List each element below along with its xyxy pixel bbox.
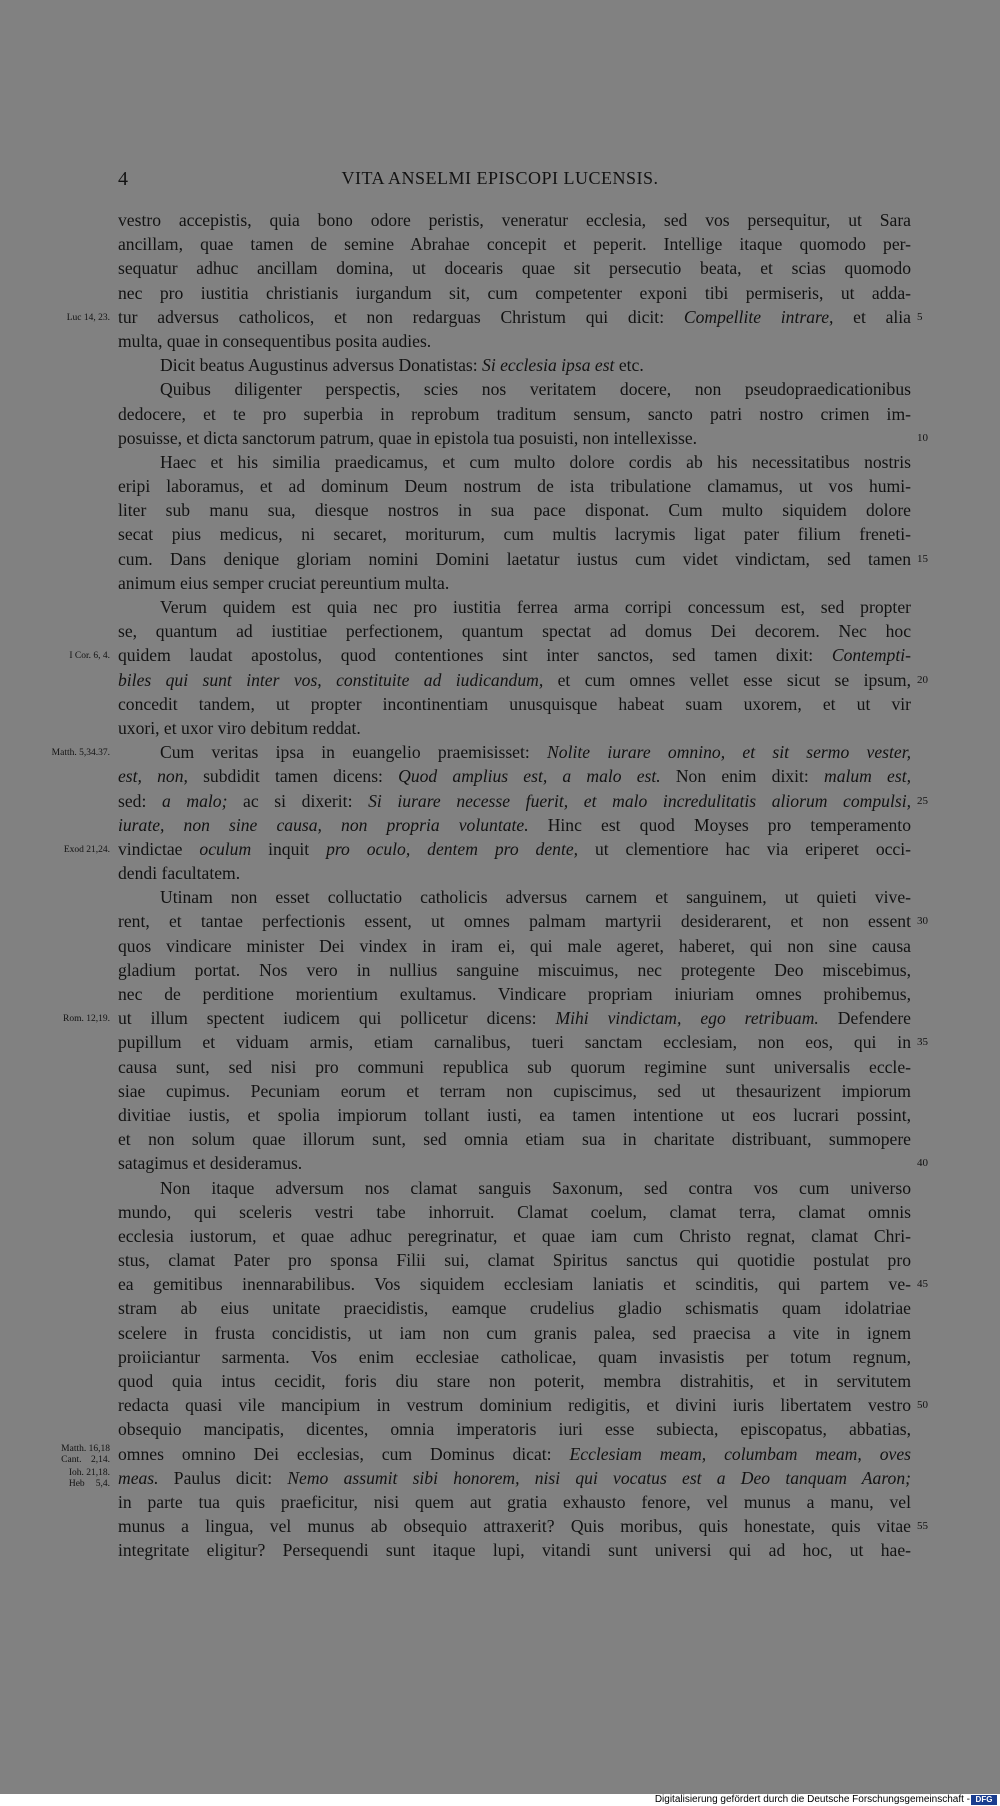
- margin-reference: I Cor. 6, 4.: [69, 651, 110, 662]
- margin-reference-line: Heb 5,4.: [68, 1478, 110, 1489]
- text-line: [118, 1127, 911, 1151]
- margin-reference: Rom. 12,19.: [63, 1014, 110, 1025]
- text-line: [63, 837, 911, 861]
- text-line: [118, 402, 911, 426]
- text-line: [118, 1151, 928, 1175]
- text-line: [118, 861, 911, 885]
- margin-reference: Matth. 5,34.37.: [51, 748, 110, 759]
- text-line: [118, 498, 911, 522]
- line-text: satagimus et desideramus.: [118, 1153, 303, 1174]
- line-text: concedit tandem, ut propter incontinentiam unusquisque habeat suam uxorem, et ut vir: [118, 693, 911, 714]
- text-line: [118, 547, 928, 571]
- text-line: [118, 232, 911, 256]
- body-text: [51, 208, 928, 1563]
- margin-reference: [69, 1466, 110, 1490]
- text-line: [118, 668, 928, 692]
- text-line: [118, 256, 911, 280]
- line-number: 15: [917, 552, 928, 565]
- line-number: 45: [917, 1278, 928, 1291]
- line-number: 35: [917, 1036, 928, 1049]
- line-text: rent, et tantae perfectionis essent, ut omnes palmam martyrii desiderarent, et non essent: [118, 911, 911, 932]
- line-text: se, quantum ad iustitiae perfectionem, quantum spectat ad domus Dei decorem. Nec hoc: [118, 621, 911, 642]
- line-text: uxori, et uxor viro debitum reddat.: [118, 717, 361, 738]
- text-line: [118, 789, 928, 813]
- text-line: [118, 885, 911, 909]
- line-text: Quibus diligenter perspectis, scies nos veritatem docere, non pseudopraedicationibus: [160, 379, 911, 400]
- margin-reference: Exod 21,24.: [63, 844, 110, 855]
- line-text: ut illum spectent iudicem qui pollicetur dicens: Mihi vindictam, ego retribuam. Defendere: [118, 1008, 911, 1029]
- line-text: dendi facultatem.: [118, 863, 241, 884]
- line-text: pupillum et viduam armis, etiam carnalibus, tueri sanctam ecclesiam, non eos, qui in: [118, 1032, 911, 1053]
- line-text: multa, quae in consequentibus posita audies.: [118, 330, 432, 351]
- text-line: [63, 1006, 911, 1030]
- text-line: [118, 909, 928, 933]
- text-line: [118, 571, 911, 595]
- line-text: liter sub manu sua, diesque nostros in sua pace disponat. Cum multo siquidem dolore: [118, 500, 911, 521]
- page-number: 4: [118, 168, 128, 190]
- text-line: [118, 1248, 911, 1272]
- line-text: cum. Dans denique gloriam nomini Domini laetatur iustus cum videt vindictam, sed tamen: [118, 548, 911, 569]
- line-text: iurate, non sine causa, non propria voluntate. Hinc est quod Moyses pro temperamento: [118, 814, 911, 835]
- line-number: 20: [917, 673, 928, 686]
- text-line: [118, 1103, 911, 1127]
- line-text: dedocere, et te pro superbia in reprobum traditum sensum, sancto patri nostro crimen im-: [118, 403, 911, 424]
- text-line: [118, 1176, 911, 1200]
- text-line: [66, 305, 923, 329]
- footer: [0, 1794, 1000, 1806]
- line-text: omnes omnino Dei ecclesias, cum Dominus dicat: Ecclesiam meam, columbam meam, oves: [118, 1443, 911, 1464]
- margin-reference: [61, 1442, 110, 1466]
- line-number: 40: [917, 1157, 928, 1170]
- line-text: meas. Paulus dicit: Nemo assumit sibi honorem, nisi qui vocatus est a Deo tanquam Aaron;: [118, 1467, 911, 1488]
- page-header: [0, 168, 1000, 194]
- line-text: gladium portat. Nos vero in nullius sanguine miscuimus, nec protegente Deo miscebimus,: [118, 959, 911, 980]
- margin-reference: Luc 14, 23.: [66, 312, 110, 323]
- line-number: 5: [917, 310, 923, 323]
- text-line: [118, 377, 911, 401]
- text-line: [118, 716, 911, 740]
- footer-credit: Digitalisierung gefördert durch die Deutsche Forschungsgemeinschaft -: [654, 1794, 970, 1805]
- line-text: Dicit beatus Augustinus adversus Donatistas: Si ecclesia ipsa est etc.: [160, 355, 644, 376]
- line-text: est, non, subdidit tamen dicens: Quod amplius est, a malo est. Non enim dixit: malum est,: [118, 766, 911, 787]
- text-line: [118, 982, 911, 1006]
- line-text: vestro accepistis, quia bono odore peristis, veneratur ecclesia, sed vos persequitur, ut Sara: [118, 210, 911, 230]
- running-title: VITA ANSELMI EPISCOPI LUCENSIS.: [341, 168, 659, 188]
- text-line: [118, 1417, 911, 1441]
- text-line: [118, 813, 911, 837]
- text-line: [118, 426, 928, 450]
- text-line: [69, 643, 911, 667]
- text-line: [118, 353, 911, 377]
- line-text: animum eius semper cruciat pereuntium multa.: [118, 572, 450, 593]
- line-text: nec pro iustitia christianis iurgandum sit, cum competenter exponi tibi permiseris, ut adda-: [118, 282, 911, 303]
- text-line: [118, 329, 911, 353]
- text-line: [118, 1369, 911, 1393]
- text-line: [118, 1055, 911, 1079]
- line-number: 55: [917, 1520, 928, 1533]
- line-text: quidem laudat apostolus, quod contentiones sint inter sanctos, sed tamen dixit: Contempti-: [118, 645, 911, 666]
- line-text: proiiciantur sarmenta. Vos enim ecclesiae catholicae, quam invasistis per totum regnum,: [118, 1346, 911, 1367]
- line-text: sequatur adhuc ancillam domina, ut docearis quae sit persecutio beata, et scias quomodo: [118, 258, 911, 279]
- text-line: [118, 1345, 911, 1369]
- text-line: [118, 208, 911, 232]
- text-line: [118, 1393, 928, 1417]
- line-number: 50: [917, 1399, 928, 1412]
- line-text: quod quia intus cecidit, foris diu stare non poterit, membra distrahitis, et in servitutem: [118, 1371, 911, 1391]
- line-number: 25: [917, 794, 928, 807]
- text-line: [118, 1272, 928, 1296]
- line-text: tur adversus catholicos, et non redarguas Christum qui dicit: Compellite intrare, et alia: [118, 306, 911, 327]
- line-text: scelere in frusta concidistis, ut iam non cum granis palea, sed praecisa a vite in ignem: [118, 1322, 911, 1343]
- line-text: Haec et his similia praedicamus, et cum multo dolore cordis ab his necessitatibus nostris: [160, 451, 911, 472]
- line-number: 10: [917, 431, 928, 444]
- line-text: nec de perditione morientium exultamus. Vindicare propriam iniuriam omnes prohibemus,: [118, 984, 911, 1004]
- text-line: [118, 474, 911, 498]
- line-text: Cum veritas ipsa in euangelio praemisisset: Nolite iurare omnino, et sit sermo vester,: [160, 742, 911, 763]
- line-text: Utinam non esset colluctatio catholicis adversus carnem et sanguinem, ut quieti vive-: [160, 887, 911, 908]
- text-line: [118, 1321, 911, 1345]
- line-text: causa sunt, sed nisi pro communi republica sub quorum regimine sunt universalis eccle-: [118, 1056, 911, 1077]
- text-line: [118, 1296, 911, 1320]
- line-text: Non itaque adversum nos clamat sanguis Saxonum, sed contra vos cum universo: [160, 1177, 911, 1198]
- text-line: [118, 1490, 911, 1514]
- line-text: obsequio mancipatis, dicentes, omnia imperatoris iuri esse subiecta, episcopatus, abbatias,: [118, 1419, 911, 1440]
- line-text: vindictae oculum inquit pro oculo, dentem pro dente, ut clementiore hac via eriperet occi-: [118, 838, 911, 859]
- line-text: ancillam, quae tamen de semine Abrahae concepit et peperit. Intellige itaque quomodo per-: [118, 234, 911, 255]
- text-line: [51, 740, 911, 764]
- line-text: munus a lingua, vel munus ab obsequio attraxerit? Quis moribus, quis honestate, quis vitae: [118, 1516, 911, 1537]
- text-line: [118, 1514, 928, 1538]
- text-line: [118, 692, 911, 716]
- line-text: quos vindicare minister Dei vindex in iram ei, qui male ageret, haberet, qui non sine causa: [118, 935, 911, 956]
- margin-reference-line: Matth. 16,18: [61, 1443, 110, 1454]
- margin-reference-line: Cant. 2,14.: [61, 1454, 110, 1465]
- text-line: [118, 1079, 911, 1103]
- margin-reference-line: Ioh. 21,18.: [68, 1467, 110, 1478]
- text-line: [118, 522, 911, 546]
- text-line: [118, 1030, 928, 1054]
- line-text: siae cupimus. Pecuniam eorum et terram non cupiscimus, sed ut thesaurizent impiorum: [118, 1080, 911, 1101]
- text-line: [118, 450, 911, 474]
- text-line: [118, 1538, 911, 1562]
- line-text: in parte tua quis praeficitur, nisi quem aut gratia exhausto fenore, vel munus a manu, vel: [118, 1491, 911, 1512]
- text-line: [118, 1200, 911, 1224]
- text-line: [118, 764, 911, 788]
- line-text: divitiae iustis, et spolia impiorum tollant iusti, ea tamen intentione ut eos lucrari possint,: [118, 1104, 911, 1125]
- line-text: redacta quasi vile mancipium in vestrum dominium redigitis, et divini iuris libertatem vestro: [118, 1395, 911, 1416]
- line-text: posuisse, et dicta sanctorum patrum, quae in epistola tua posuisti, non intellexisse.: [118, 427, 698, 448]
- text-line: [118, 281, 911, 305]
- line-text: ea gemitibus inennarabilibus. Vos siquidem ecclesiam laniatis et scinditis, qui partem ve-: [118, 1274, 911, 1295]
- text-line: [118, 619, 911, 643]
- line-text: stram ab eius unitate praecidistis, eamque crudelius gladio schismatis quam idolatriae: [118, 1298, 911, 1319]
- line-text: mundo, qui sceleris vestri tabe inhorruit. Clamat coelum, clamat terra, clamat omnis: [118, 1201, 911, 1222]
- text-line: [118, 958, 911, 982]
- text-line: [68, 1466, 911, 1490]
- line-text: Verum quidem est quia nec pro iustitia ferrea arma corripi concessum est, sed propter: [160, 597, 911, 617]
- dfg-logo: DFG: [971, 1795, 997, 1805]
- line-text: stus, clamat Pater pro sponsa Filii sui, clamat Spiritus sanctus qui quotidie postulat pro: [118, 1250, 911, 1271]
- text-line: [118, 1224, 911, 1248]
- text-line: [118, 934, 911, 958]
- line-text: sed: a malo; ac si dixerit: Si iurare necesse fuerit, et malo incredulitatis aliorum compulsi,: [118, 790, 911, 811]
- text-line: [118, 595, 911, 619]
- line-text: integritate eligitur? Persequendi sunt itaque lupi, vitandi sunt universi qui ad hoc, ut hae-: [118, 1540, 911, 1561]
- line-text: secat pius medicus, ni secaret, moriturum, cum multis lacrymis ligat pater filium freneti-: [118, 524, 911, 545]
- text-line: [61, 1442, 911, 1466]
- line-text: eripi laboramus, et ad dominum Deum nostrum de ista tribulatione clamamus, ut vos humi-: [118, 476, 911, 497]
- line-text: ecclesia iustorum, et quae adhuc peregrinatur, et quae iam cum Christo regnat, clamat Chri-: [118, 1225, 911, 1246]
- line-text: biles qui sunt inter vos, constituite ad iudicandum, et cum omnes vellet esse sicut se ipsum,: [118, 669, 911, 690]
- line-text: et non solum quae illorum sunt, sed omnia etiam sua in charitate distribuant, summopere: [118, 1129, 911, 1150]
- line-number: 30: [917, 915, 928, 928]
